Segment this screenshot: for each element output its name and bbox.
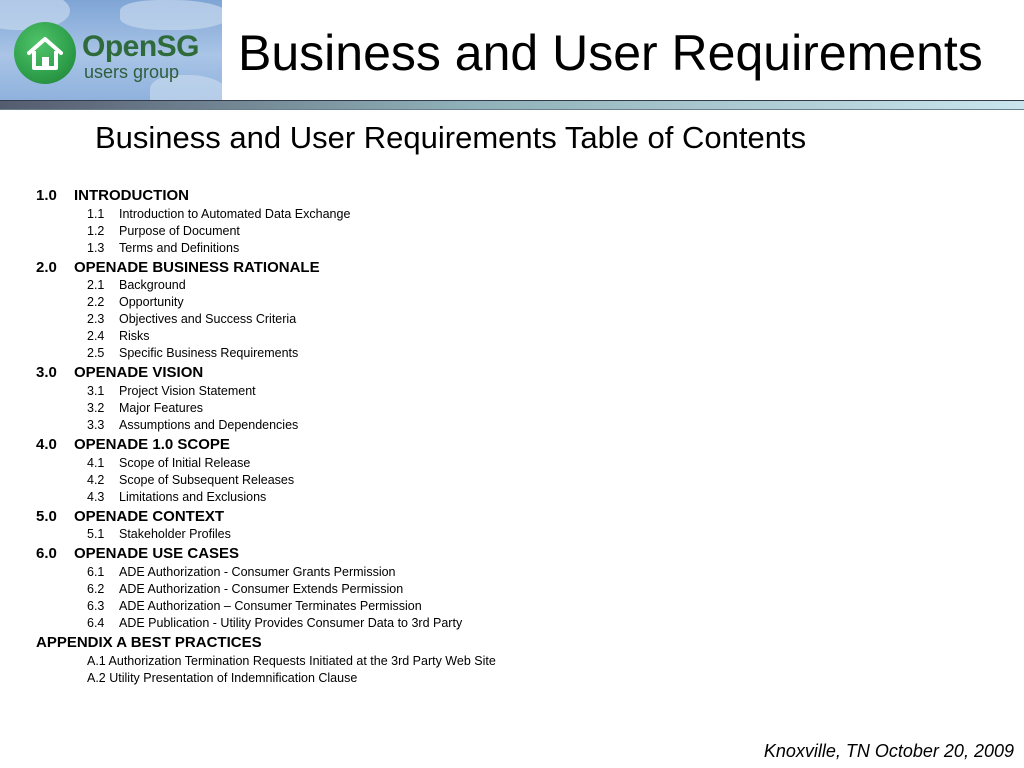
logo-name: OpenSG bbox=[82, 30, 200, 63]
toc-item: 1.2 Purpose of Document bbox=[87, 224, 240, 238]
toc-section: 4.0 OPENADE 1.0 SCOPE bbox=[36, 436, 230, 453]
toc-item: 2.4 Risks bbox=[87, 329, 150, 343]
toc-item: 3.1 Project Vision Statement bbox=[87, 384, 256, 398]
toc-section: 5.0 OPENADE CONTEXT bbox=[36, 508, 225, 525]
toc-item: 2.5 Specific Business Requirements bbox=[87, 346, 299, 360]
logo-subtitle: users group bbox=[84, 62, 180, 82]
toc-item: 1.1 Introduction to Automated Data Exchange bbox=[87, 207, 351, 221]
toc-section: 6.0 OPENADE USE CASES bbox=[36, 545, 240, 562]
title-divider bbox=[0, 100, 1024, 110]
footer-location-date: Knoxville, TN October 20, 2009 bbox=[763, 741, 1014, 761]
toc-section: APPENDIX A BEST PRACTICES bbox=[36, 634, 262, 651]
toc-item: 4.2 Scope of Subsequent Releases bbox=[87, 473, 295, 487]
toc-item: A.2 Utility Presentation of Indemnification Clause bbox=[87, 671, 358, 685]
toc-item: 2.3 Objectives and Success Criteria bbox=[87, 312, 297, 326]
opensg-logo bbox=[0, 0, 222, 100]
toc-item: 6.4 ADE Publication - Utility Provides Consumer Data to 3rd Party bbox=[87, 616, 463, 630]
toc-item: 3.2 Major Features bbox=[87, 401, 204, 415]
toc-item: 2.2 Opportunity bbox=[87, 295, 184, 309]
toc-item: 6.2 ADE Authorization - Consumer Extends Permission bbox=[87, 582, 404, 596]
toc-item: 4.3 Limitations and Exclusions bbox=[87, 490, 267, 504]
toc-item: 6.3 ADE Authorization – Consumer Terminates Permission bbox=[87, 599, 422, 613]
toc-item: 1.3 Terms and Definitions bbox=[87, 241, 240, 255]
toc-heading: Business and User Requirements Table of Contents bbox=[95, 120, 807, 155]
toc-section: 3.0 OPENADE VISION bbox=[36, 364, 204, 381]
toc-item: 4.1 Scope of Initial Release bbox=[87, 456, 251, 470]
toc-item: 2.1 Background bbox=[87, 278, 186, 292]
toc-section: 1.0 INTRODUCTION bbox=[36, 187, 189, 204]
toc-item: 5.1 Stakeholder Profiles bbox=[87, 527, 231, 541]
house-icon bbox=[14, 22, 76, 84]
toc-item: A.1 Authorization Termination Requests Initiated at the 3rd Party Web Site bbox=[87, 654, 496, 668]
toc-item: 3.3 Assumptions and Dependencies bbox=[87, 418, 299, 432]
map-shape bbox=[120, 0, 222, 30]
page-title: Business and User Requirements bbox=[238, 25, 983, 81]
toc-item: 6.1 ADE Authorization - Consumer Grants Permission bbox=[87, 565, 396, 579]
toc-section: 2.0 OPENADE BUSINESS RATIONALE bbox=[36, 259, 320, 276]
